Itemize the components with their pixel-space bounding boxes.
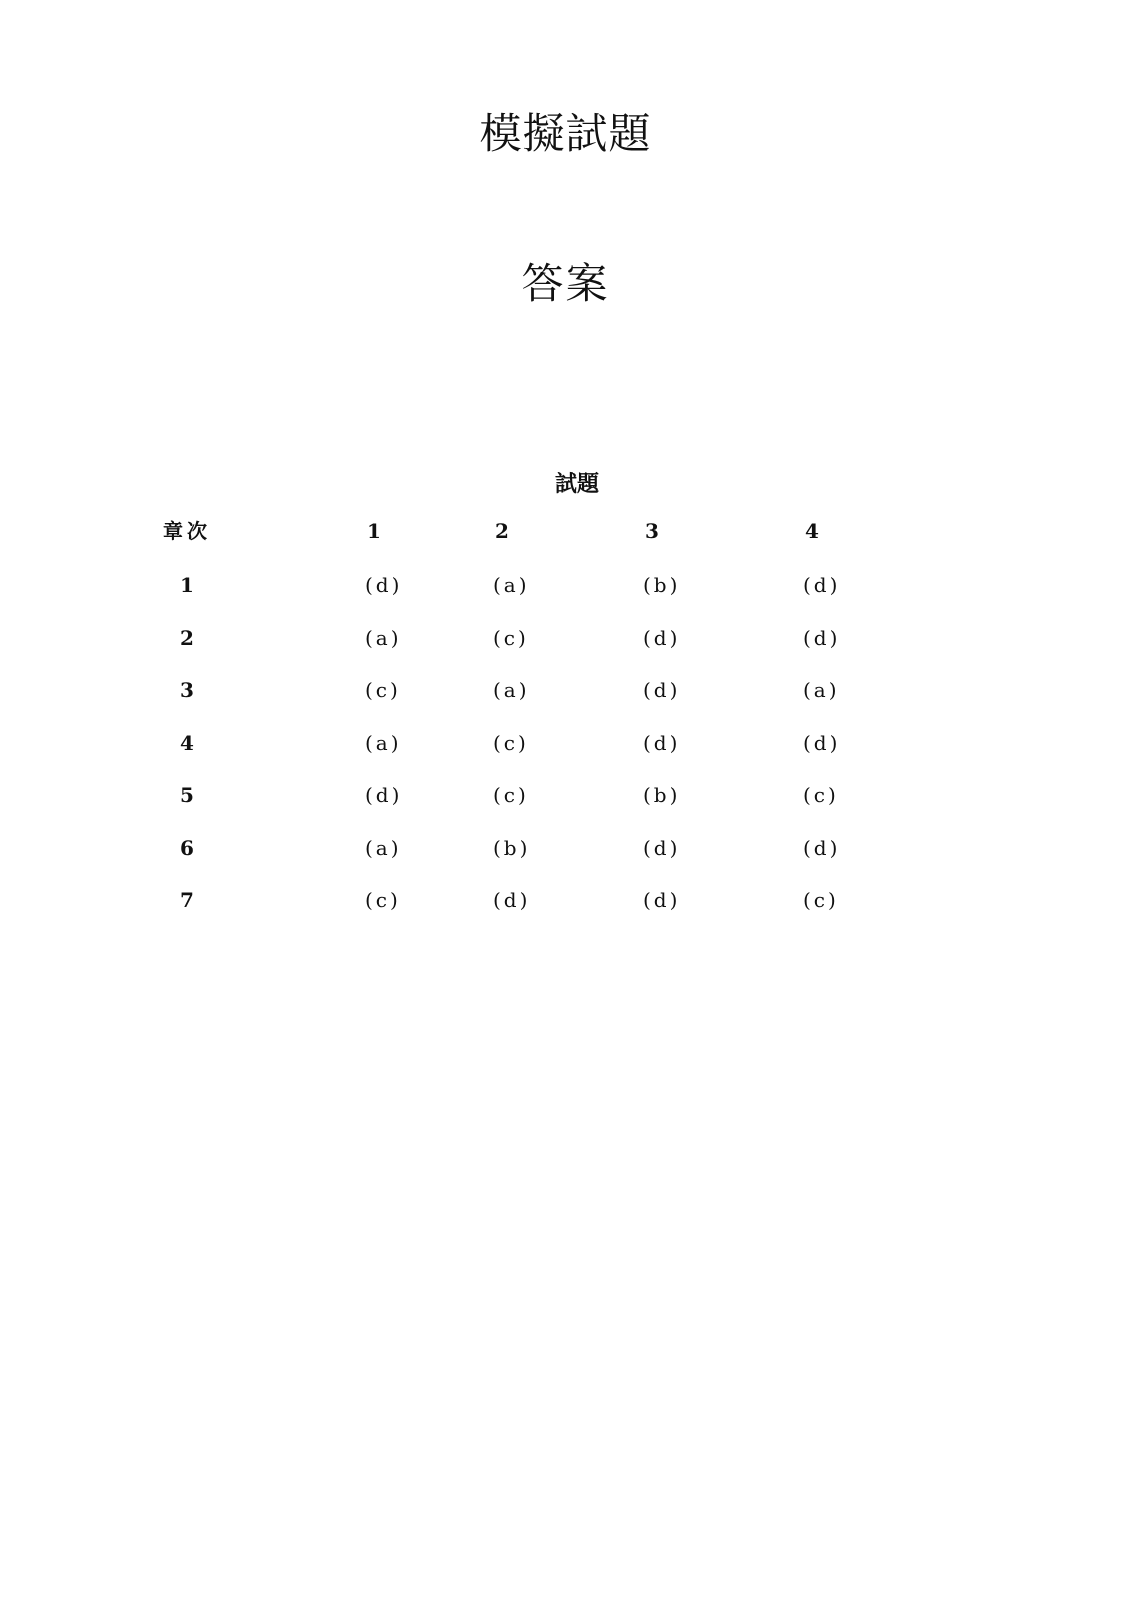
row-4-answer-2: (c) (493, 731, 529, 755)
row-7-answer-1: (c) (365, 888, 401, 912)
row-3-answer-3: (d) (643, 678, 681, 702)
row-1-answer-1: (d) (365, 573, 403, 597)
table-caption: 試題 (555, 471, 600, 497)
row-5-answer-2: (c) (493, 783, 529, 807)
row-5-chapter: 5 (180, 783, 194, 807)
row-6-answer-4: (d) (803, 836, 841, 860)
row-7-answer-2: (d) (493, 888, 531, 912)
header-chapter: 章次 (163, 519, 211, 543)
header-question-4: 4 (805, 519, 819, 543)
row-2-answer-3: (d) (643, 626, 681, 650)
row-4-answer-3: (d) (643, 731, 681, 755)
row-7-chapter: 7 (180, 888, 194, 912)
row-2-answer-2: (c) (493, 626, 529, 650)
row-4-answer-4: (d) (803, 731, 841, 755)
row-3-answer-1: (c) (365, 678, 401, 702)
row-2-answer-1: (a) (365, 626, 402, 650)
row-6-answer-2: (b) (493, 836, 531, 860)
row-3-chapter: 3 (180, 678, 194, 702)
row-1-chapter: 1 (180, 573, 194, 597)
row-4-answer-1: (a) (365, 731, 402, 755)
row-6-answer-3: (d) (643, 836, 681, 860)
page-title: 模擬試題 (479, 109, 652, 158)
row-7-answer-4: (c) (803, 888, 839, 912)
row-3-answer-2: (a) (493, 678, 530, 702)
row-1-answer-3: (b) (643, 573, 681, 597)
row-5-answer-3: (b) (643, 783, 681, 807)
page-subtitle: 答案 (521, 259, 610, 308)
row-5-answer-1: (d) (365, 783, 403, 807)
row-4-chapter: 4 (180, 731, 194, 755)
header-question-3: 3 (645, 519, 659, 543)
row-2-chapter: 2 (180, 626, 194, 650)
row-2-answer-4: (d) (803, 626, 841, 650)
row-1-answer-2: (a) (493, 573, 530, 597)
row-5-answer-4: (c) (803, 783, 839, 807)
header-question-1: 1 (367, 519, 381, 543)
row-6-chapter: 6 (180, 836, 194, 860)
header-question-2: 2 (495, 519, 509, 543)
row-6-answer-1: (a) (365, 836, 402, 860)
row-7-answer-3: (d) (643, 888, 681, 912)
row-1-answer-4: (d) (803, 573, 841, 597)
row-3-answer-4: (a) (803, 678, 840, 702)
